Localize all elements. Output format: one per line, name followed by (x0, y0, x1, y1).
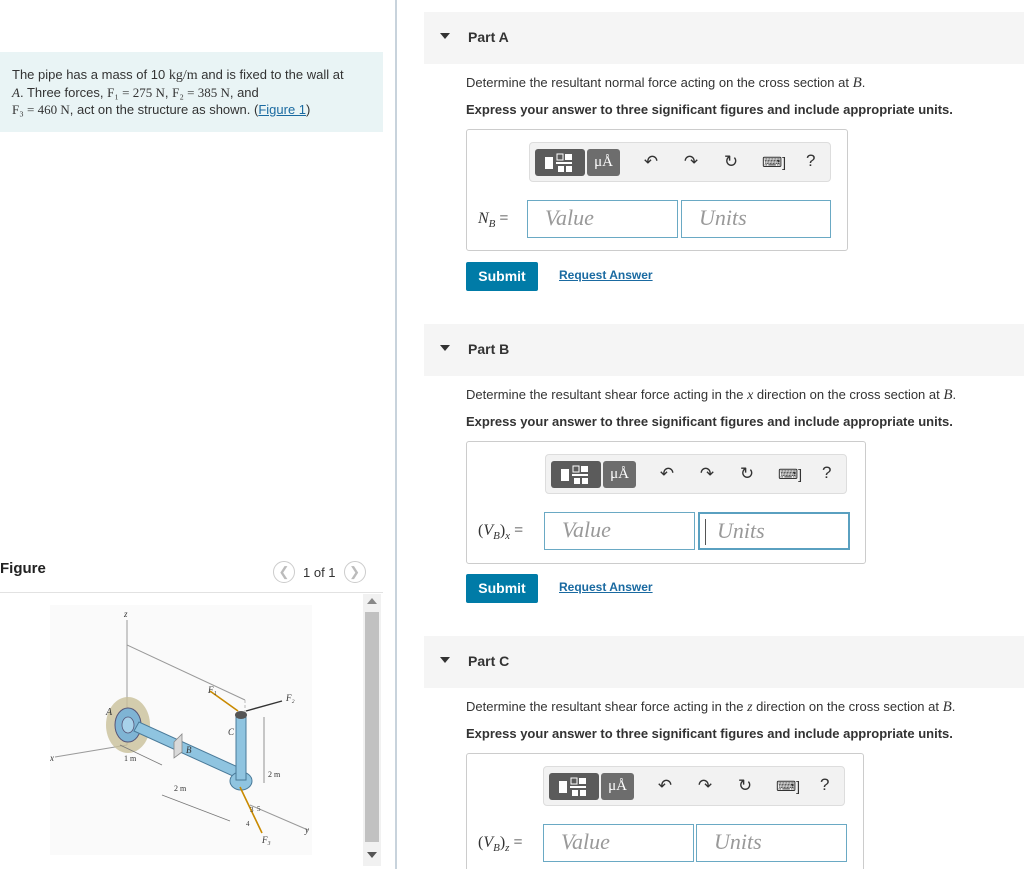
part-a-label: $N_B$ = (478, 210, 509, 231)
templates-button[interactable] (551, 461, 601, 488)
next-figure-button[interactable] (344, 561, 366, 583)
value-input[interactable]: Value (544, 512, 695, 550)
units-symbol-button[interactable]: μÅ (587, 149, 620, 176)
question-var: B (943, 387, 953, 403)
figure-background (50, 605, 312, 855)
question-var: B (942, 699, 952, 715)
prev-figure-button[interactable] (273, 561, 295, 583)
part-c-question (466, 699, 955, 716)
part-a-question (466, 75, 865, 92)
figure-page-info: 1 of 1 (303, 564, 336, 580)
keyboard-icon[interactable]: ⌨] (777, 466, 803, 482)
caret-down-icon (440, 33, 450, 39)
figure-title: Figure (0, 560, 46, 577)
request-answer-link[interactable]: Request Answer (559, 580, 653, 594)
label-1m: 1 m (124, 754, 137, 763)
help-icon[interactable]: ? (822, 463, 832, 482)
problem-text: ) (306, 102, 311, 117)
part-c-answer-box (466, 753, 864, 869)
figure-pager (273, 560, 366, 584)
chevron-right-icon: ❯ (349, 564, 360, 579)
scrollbar-thumb[interactable] (365, 612, 379, 842)
label-a: A (106, 707, 113, 718)
scroll-up-arrow-icon[interactable] (367, 598, 377, 604)
problem-statement (0, 52, 383, 132)
problem-text: . Three forces, (19, 85, 108, 100)
templates-button[interactable] (535, 149, 585, 176)
question-text: . (951, 699, 956, 714)
units-symbol-button[interactable]: μÅ (603, 461, 636, 488)
part-c-instruction: Express your answer to three significant figures and include appropriate units. (466, 726, 953, 741)
label-y: y (305, 825, 309, 835)
point-a: A (12, 85, 20, 100)
request-answer-link[interactable]: Request Answer (559, 268, 653, 282)
templates-icon (535, 149, 585, 176)
part-c-label: $(V_B)_z$ = (478, 834, 523, 855)
label-f3: F₃ (262, 835, 271, 845)
part-a-header[interactable] (424, 12, 1024, 64)
submit-button[interactable]: Submit (466, 574, 538, 603)
part-a-title: Part A (468, 29, 509, 45)
units-placeholder: Units (717, 518, 765, 543)
reset-icon[interactable]: ↻ (723, 152, 739, 171)
part-c-header[interactable] (424, 636, 1024, 688)
problem-text: The pipe has a mass of 10 (12, 67, 169, 82)
problem-text: and is fixed to the wall at (197, 67, 344, 82)
force-f3-value: F₃ = 460 N (12, 102, 70, 117)
label-2m: 2 m (268, 770, 281, 779)
math-toolbar (545, 454, 847, 494)
vertical-pipe (236, 715, 246, 780)
templates-icon (551, 461, 601, 488)
units-symbol-button[interactable]: μÅ (601, 773, 634, 800)
keyboard-icon[interactable]: ⌨] (761, 154, 787, 170)
question-direction: z (747, 700, 753, 715)
templates-icon (549, 773, 599, 800)
label-f2: F₂ (286, 693, 295, 703)
keyboard-icon[interactable]: ⌨] (775, 778, 801, 794)
question-text: direction on the cross section at (752, 699, 943, 714)
part-b-label: $(V_B)_x$ = (478, 522, 524, 543)
caret-down-icon (440, 345, 450, 351)
redo-icon[interactable]: ↷ (699, 464, 715, 483)
part-c (424, 636, 1024, 869)
undo-icon[interactable]: ↶ (643, 152, 659, 171)
value-input[interactable]: Value (527, 200, 678, 238)
redo-icon[interactable]: ↷ (683, 152, 699, 171)
help-icon[interactable]: ? (806, 151, 816, 170)
value-input[interactable]: Value (543, 824, 694, 862)
label-b: B (186, 745, 192, 755)
question-direction: x (747, 388, 754, 403)
pipe-cap (235, 711, 247, 719)
part-b-instruction: Express your answer to three significant figures and include appropriate units. (466, 414, 953, 429)
question-text: . (861, 75, 866, 90)
scroll-down-arrow-icon[interactable] (367, 852, 377, 858)
question-text: Determine the resultant shear force acting in the (466, 699, 748, 714)
label-5: 5 (257, 805, 261, 813)
part-b (424, 324, 1024, 624)
submit-button[interactable]: Submit (466, 262, 538, 291)
text-cursor (705, 519, 706, 545)
redo-icon[interactable]: ↷ (697, 776, 713, 795)
label-z: z (124, 609, 128, 619)
question-text: direction on the cross section at (753, 387, 944, 402)
part-b-title: Part B (468, 341, 510, 357)
label-x: x (50, 753, 54, 763)
flange-inner (122, 717, 134, 733)
problem-text: , (164, 85, 173, 100)
question-text: Determine the resultant shear force acting in the (466, 387, 748, 402)
label-3: 3 (250, 806, 254, 814)
math-toolbar (543, 766, 845, 806)
part-a-answer-box (466, 129, 848, 251)
label-2m: 2 m (174, 784, 187, 793)
panel-divider (395, 0, 397, 869)
mass-unit: kg/m (168, 68, 198, 83)
force-f1-value: F₁ = 275 N (107, 85, 165, 100)
part-b-header[interactable] (424, 324, 1024, 376)
part-b-question (466, 387, 956, 404)
caret-down-icon (440, 657, 450, 663)
label-4: 4 (246, 820, 250, 828)
units-input[interactable] (698, 512, 850, 550)
question-var: B (852, 75, 862, 91)
reset-icon[interactable]: ↻ (739, 464, 755, 483)
part-b-answer-box (466, 441, 866, 564)
figure-link[interactable]: Figure 1 (258, 102, 307, 117)
templates-button[interactable] (549, 773, 599, 800)
part-a-instruction: Express your answer to three significant figures and include appropriate units. (466, 102, 953, 117)
question-text: Determine the resultant normal force acting on the cross section at (466, 75, 853, 90)
force-f2-value: F₂ = 385 N (172, 85, 230, 100)
help-icon[interactable]: ? (820, 775, 830, 794)
undo-icon[interactable]: ↶ (657, 776, 673, 795)
pipe-figure (50, 605, 312, 855)
units-input[interactable]: Units (681, 200, 831, 238)
part-a (424, 12, 1024, 312)
problem-text: , and (229, 85, 259, 100)
part-c-title: Part C (468, 653, 510, 669)
chevron-left-icon: ❮ (278, 564, 290, 579)
units-input[interactable]: Units (696, 824, 847, 862)
undo-icon[interactable]: ↶ (659, 464, 675, 483)
problem-panel (0, 0, 396, 869)
problem-text: , act on the structure as shown. ( (69, 102, 259, 117)
question-text: . (952, 387, 957, 402)
math-toolbar (529, 142, 831, 182)
label-f1: F₁ (208, 685, 217, 695)
divider (0, 592, 383, 593)
label-c: C (228, 727, 235, 737)
reset-icon[interactable]: ↻ (737, 776, 753, 795)
